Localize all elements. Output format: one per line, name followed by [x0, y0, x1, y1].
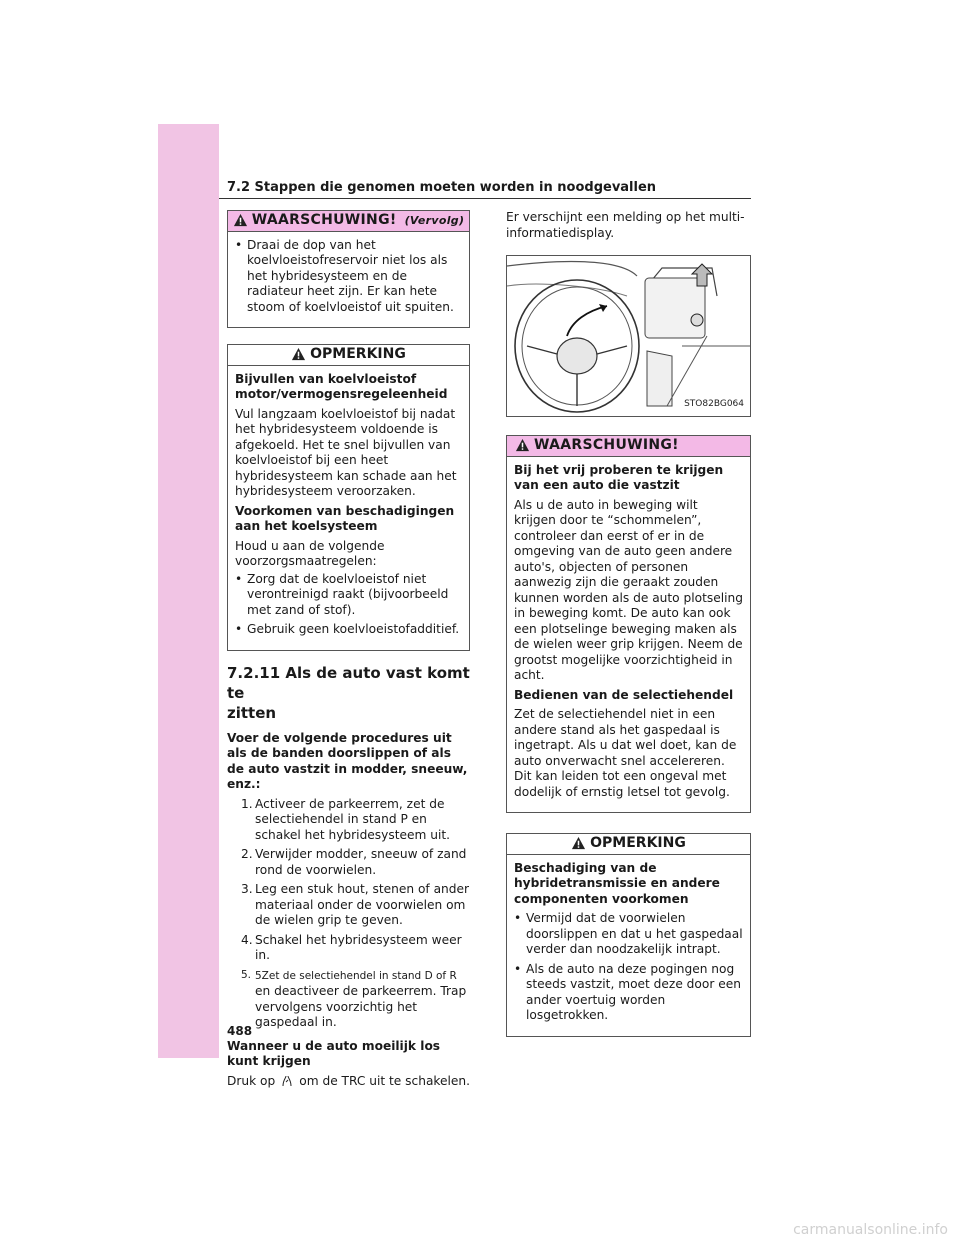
step-item: 3. Leg een stuk hout, stenen of ander materiaal onder de voorwielen om de wielen grip te geven.: [241, 882, 470, 927]
warning-title: WAARSCHUWING!: [251, 212, 397, 228]
left-column: [227, 210, 470, 1093]
page-number: 488: [227, 1024, 253, 1038]
step-item: 2. Verwijder modder, sneeuw of zand rond de voorwielen.: [241, 847, 467, 877]
notice-body: [228, 366, 469, 650]
header-rule: [219, 198, 751, 199]
notice-subtitle: Bijvullen van koelvloeistof motor/vermogensregeleenheid: [235, 371, 448, 401]
warning-continued-label: (Vervolg): [404, 214, 465, 227]
section-heading: 7.2.11 Als de auto vast komt te zitten: [227, 663, 470, 722]
section-subheading: Wanneer u de auto moeilijk los kunt krijgen: [227, 1038, 441, 1068]
notice-bullet: • Zorg dat de koelvloeistof niet verontreinigd raakt (bijvoorbeeld met zand of stof).: [235, 571, 449, 617]
notice-paragraph: Houd u aan de volgende voorzorgsmaatregelen:: [235, 538, 385, 568]
notice-title: OPMERKING: [310, 346, 406, 362]
warning-box-continued: [227, 210, 470, 328]
side-band: [158, 124, 219, 1058]
notice-title: OPMERKING: [590, 835, 686, 851]
notice-box-coolant: [227, 344, 470, 651]
dashboard-figure: [506, 255, 751, 417]
section-header: 7.2 Stappen die genomen moeten worden in noodgevallen: [227, 180, 657, 195]
section-lead: Voer de volgende procedures uit als de banden doorslippen of als de auto vastzit in modder, sneeuw, enz.:: [227, 730, 468, 791]
warning-title: WAARSCHUWING!: [534, 437, 679, 453]
warning-box-stuck: [506, 435, 751, 813]
warning-bullet: • Draai de dop van het koelvloeistofreservoir niet los als het hybridesysteem en de radiateur heet zijn. Er kan hete stoom of koelvloeistof uit spuiten.: [235, 238, 462, 316]
step-item: 5. 5Zet de selectiehendel in stand D of R en deactiveer de parkeerrem. Trap vervolgens voorzichtig het gaspedaal in.: [241, 968, 467, 1029]
notice-subtitle: Voorkomen van beschadigingen aan het koelsysteem: [235, 503, 455, 533]
warning-header: [507, 436, 750, 457]
warning-bullet-text: Draai de dop van het koelvloeistofreservoir niet los als het hybridesysteem en de radiateur heet zijn. Er kan hete stoom of koelvloeistof uit spuiten.: [247, 237, 454, 314]
step-item: 4. Schakel het hybridesysteem weer in.: [241, 932, 462, 962]
notice-bullet: • Vermijd dat de voorwielen doorslippen en dat u het gaspedaal verder dan noodzakelijk intrapt.: [514, 911, 743, 956]
notice-bullet: • Als de auto na deze pogingen nog steeds vastzit, moet deze door een ander voertuig worden losgetrokken.: [514, 961, 741, 1022]
display-intro: Er verschijnt een melding op het multi-informatiedisplay.: [506, 210, 745, 240]
figure-code: STO82BG064: [684, 398, 744, 409]
step-item: 1. Activeer de parkeerrem, zet de selectiehendel in stand P en schakel het hybridesysteem uit.: [241, 796, 450, 842]
notice-box-transmission: [506, 833, 751, 1037]
watermark[interactable]: carmanualsonline.info: [793, 1222, 948, 1238]
right-column: [506, 210, 751, 1049]
notice-triangle-icon: [291, 347, 306, 362]
warning-triangle-icon: [233, 213, 248, 228]
steering-wheel-illustration: [507, 256, 750, 416]
warning-body: Bij het vrij proberen te krijgen van een auto die vastzit Als u de auto in beweging wilt krijgen door te “schommelen”, controleer dan eerst of er in de omgeving van de auto geen andere auto's, objecten of personen aanwezig zijn die geraakt zouden kunnen worden als de auto plotseling in beweging komt. De auto kan ook een plotselinge beweging maken als de wielen weer grip krijgen. Neem de grootst mogelijke voorzichtigheid in acht. Bedienen van de selectiehendel Zet de selectiehendel niet in een andere stand als het gaspedaal is ingetrapt. Als u dat wel doet, kan de auto onverwacht snel accelereren. Dit kan leiden tot een ongeval met dodelijk of ernstig letsel tot gevolg.: [514, 462, 743, 799]
warning-header: [228, 211, 469, 232]
trc-instruction: Druk op om de TRC uit te schakelen.: [227, 1073, 471, 1088]
notice-header: [228, 345, 469, 366]
notice-bullet: • Gebruik geen koelvloeistofadditief.: [235, 622, 460, 636]
warning-triangle-icon: [515, 438, 530, 453]
notice-body: Beschadiging van de hybridetransmissie en andere componenten voorkomen • Vermijd dat de voorwielen doorslippen en dat u het gaspedaal verder dan noodzakelijk intrapt. • Als de auto na deze pogingen nog steeds vastzit, moet deze door een ander voertuig worden losgetrokken.: [514, 860, 743, 1022]
trc-off-icon: [281, 1074, 293, 1088]
warning-body: [228, 232, 469, 328]
notice-triangle-icon: [571, 836, 586, 851]
notice-paragraph: Vul langzaam koelvloeistof bij nadat het hybridesysteem voldoende is afgekoeld. Het te snel bijvullen van koelvloeistof bij een heet hybridesysteem kan schade aan het hybridesysteem veroorzaken.: [235, 406, 457, 498]
notice-header: [507, 834, 750, 855]
